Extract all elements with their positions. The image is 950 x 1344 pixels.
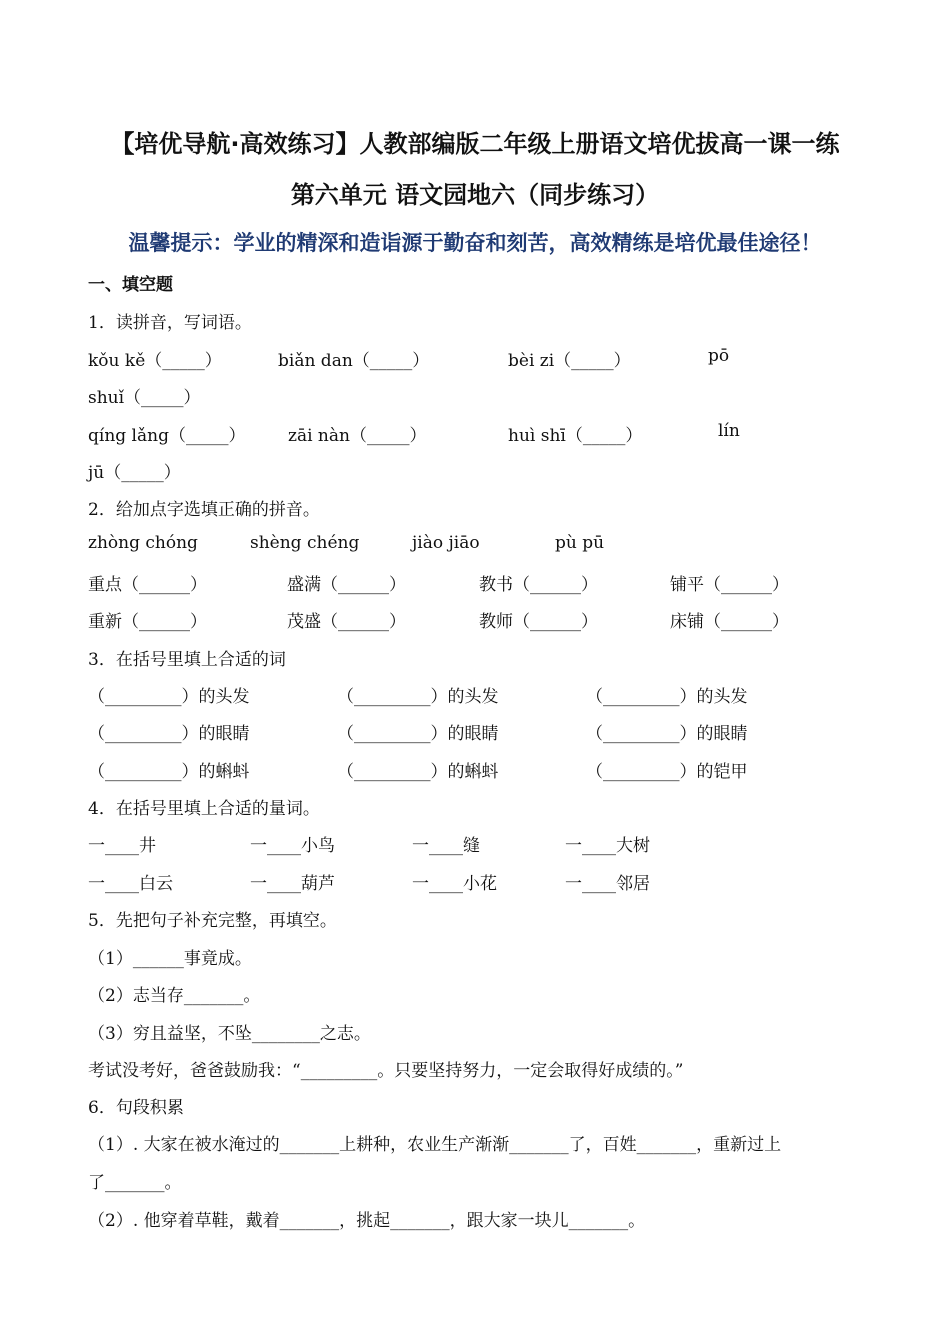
q2-r2-c4: 床铺（______） <box>670 612 789 632</box>
q4-r2-c1: 一____白云 <box>88 874 173 894</box>
q1-r1-c1: kǒu kě（_____） <box>88 351 222 371</box>
q4-r1-c4: 一____大树 <box>565 836 650 856</box>
q4-r1-c1: 一____井 <box>88 836 156 856</box>
q3-r1-c2: （_________）的头发 <box>337 687 499 707</box>
q2-pinyin-3: jiào jiāo <box>412 533 480 553</box>
q2-pinyin-1: zhòng chóng <box>88 533 198 553</box>
q4-r2-c3: 一____小花 <box>412 874 497 894</box>
q1-r2-c1: qíng lǎng（_____） <box>88 426 246 446</box>
q5-item-2: （2）志当存_______。 <box>88 986 261 1006</box>
q2-r2-c2: 茂盛（______） <box>287 612 406 632</box>
q1-r1-c2: biǎn dan（_____） <box>278 351 430 371</box>
q2-r2-c3: 教师（______） <box>479 612 598 632</box>
q1-r2-c2: zāi nàn（_____） <box>288 426 427 446</box>
q3-r2-c1: （_________）的眼睛 <box>88 724 250 744</box>
unit-title: 第六单元 语文园地六（同步练习） <box>290 181 660 209</box>
section-fill-in-blank: 一、填空题 <box>88 275 173 295</box>
q1-stem: 1．读拼音，写词语。 <box>88 313 252 333</box>
q1-r2-c3: huì shī（_____） <box>508 426 643 446</box>
q1-r1-c3: bèi zi（_____） <box>508 351 631 371</box>
q2-r1-c4: 铺平（______） <box>670 575 789 595</box>
q1-r1-c4: pō <box>708 346 730 366</box>
q4-r1-c3: 一____缝 <box>412 836 480 856</box>
q5-stem: 5．先把句子补充完整，再填空。 <box>88 911 337 931</box>
q5-sentence: 考试没考好，爸爸鼓励我：“_________。只要坚持努力，一定会取得好成绩的。” <box>88 1061 684 1081</box>
q6-item-1: （1）. 大家在被水淹过的_______上耕种，农业生产渐渐_______了，百姓_______，重新过上 <box>88 1135 782 1155</box>
q5-item-1: （1）______事竟成。 <box>88 949 252 969</box>
q2-r1-c1: 重点（______） <box>88 575 207 595</box>
q1-r2-cont: jū（_____） <box>88 463 181 483</box>
q2-r2-c1: 重新（______） <box>88 612 207 632</box>
q3-r1-c1: （_________）的头发 <box>88 687 250 707</box>
q2-r1-c2: 盛满（______） <box>287 575 406 595</box>
q2-stem: 2．给加点字选填正确的拼音。 <box>88 500 320 520</box>
q6-item-2: （2）. 他穿着草鞋，戴着_______，挑起_______，跟大家一块儿_______。 <box>88 1211 646 1231</box>
q2-pinyin-2: shèng chéng <box>250 533 360 553</box>
q4-stem: 4．在括号里填上合适的量词。 <box>88 799 320 819</box>
q5-item-3: （3）穷且益坚，不坠________之志。 <box>88 1024 371 1044</box>
q6-item-1-cont: 了_______。 <box>88 1173 182 1193</box>
q3-r2-c2: （_________）的眼睛 <box>337 724 499 744</box>
main-title: 【培优导航·高效练习】人教部编版二年级上册语文培优拔高一课一练 <box>110 130 840 158</box>
warm-tip: 温馨提示：学业的精深和造诣源于勤奋和刻苦，高效精练是培优最佳途径！ <box>128 231 822 255</box>
q6-stem: 6．句段积累 <box>88 1098 184 1118</box>
q2-r1-c3: 教书（______） <box>479 575 598 595</box>
q1-r2-c4: lín <box>718 421 740 441</box>
q4-r1-c2: 一____小鸟 <box>250 836 335 856</box>
q3-stem: 3．在括号里填上合适的词 <box>88 650 286 670</box>
q2-pinyin-4: pù pū <box>555 533 605 553</box>
q3-r3-c2: （_________）的蝌蚪 <box>337 762 499 782</box>
q4-r2-c4: 一____邻居 <box>565 874 650 894</box>
q1-r1-cont: shuǐ（_____） <box>88 388 201 408</box>
q3-r1-c3: （_________）的头发 <box>586 687 748 707</box>
q3-r2-c3: （_________）的眼睛 <box>586 724 748 744</box>
q4-r2-c2: 一____葫芦 <box>250 874 335 894</box>
q3-r3-c3: （_________）的铠甲 <box>586 762 748 782</box>
q3-r3-c1: （_________）的蝌蚪 <box>88 762 250 782</box>
